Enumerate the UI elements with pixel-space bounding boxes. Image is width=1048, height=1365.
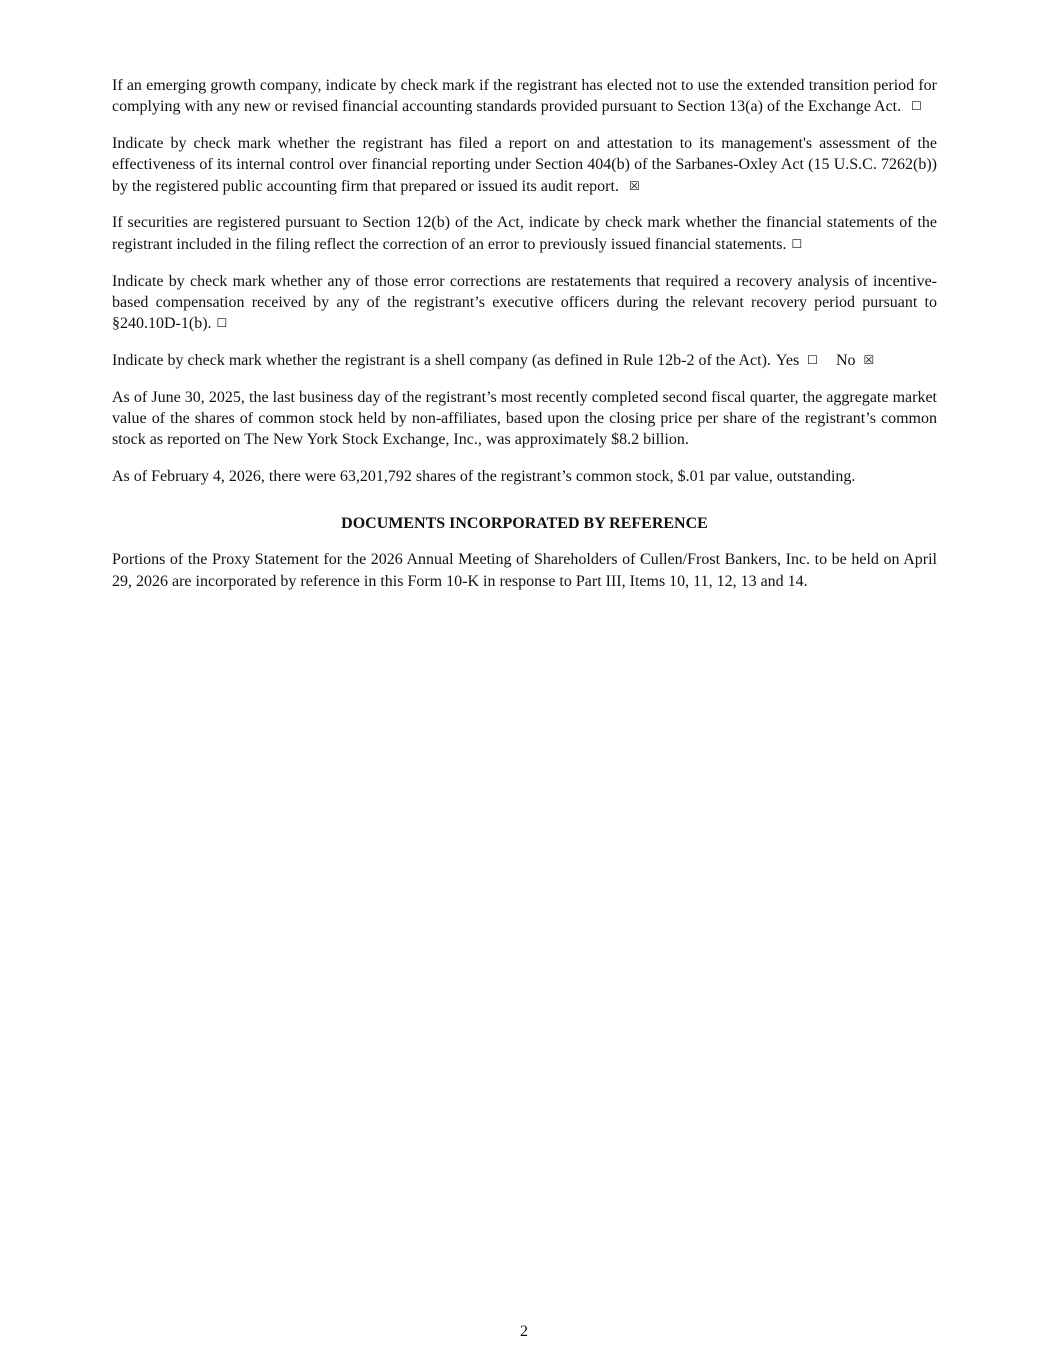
recovery-analysis-paragraph	[112, 271, 937, 335]
emerging-growth-text: If an emerging growth company, indicate by check mark if the registrant has elected not to use the extended transition period for complying with any new or revised financial accounting standards provided pursuant to Section 13(a) of the Exchange Act.	[112, 77, 937, 116]
error-correction-checkbox: ☐	[791, 236, 803, 251]
attestation-text: Indicate by check mark whether the registrant has filed a report on and attestation to its management's assessment of the effectiveness of its internal control over financial reporting under Section 404(b) of the Sarbanes-Oxley Act (15 U.S.C. 7262(b)) by the registered public accounting firm that prepared or issued its audit report.	[112, 135, 937, 195]
emerging-growth-checkbox: ☐	[911, 99, 922, 114]
incorporated-heading: DOCUMENTS INCORPORATED BY REFERENCE	[341, 515, 708, 533]
shell-company-text: Indicate by check mark whether the registrant is a shell company (as defined in Rule 12b-2 of the Act).	[112, 351, 771, 369]
emerging-growth-paragraph	[112, 75, 937, 118]
recovery-analysis-text: Indicate by check mark whether any of those error corrections are restatements that required a recovery analysis of incentive-based compensation received by any of the registrant’s executive officers during the relevant recovery period pursuant to §240.10D-1(b).	[112, 272, 937, 333]
shell-no-label: No	[835, 351, 856, 369]
shell-no-checkbox: ☒	[863, 352, 875, 367]
recovery-analysis-checkbox: ☐	[216, 316, 228, 331]
shell-yes-label: Yes	[775, 351, 800, 369]
shell-yes-checkbox: ☐	[807, 352, 818, 367]
page-number: 2	[520, 1323, 528, 1340]
shell-company-paragraph	[112, 350, 937, 371]
attestation-paragraph	[112, 133, 937, 197]
error-correction-text: If securities are registered pursuant to Section 12(b) of the Act, indicate by check mark whether the financial statements of the registrant included in the filing reflect the correction of an error to previously issued financial statements.	[112, 214, 937, 253]
shares-outstanding-paragraph: As of February 4, 2026, there were 63,201,792 shares of the registrant’s common stock, $.01 par value, outstanding.	[112, 468, 856, 486]
market-value-paragraph: As of June 30, 2025, the last business day of the registrant’s most recently completed second fiscal quarter, the aggregate market value of the shares of common stock held by non-affiliates, based upon the closing price per share of the registrant’s common stock as reported on The New York Stock Exchange, Inc., was approximately $8.2 billion.	[112, 388, 937, 449]
attestation-checkbox: ☒	[628, 178, 640, 193]
document-body	[112, 75, 937, 608]
incorporated-paragraph: Portions of the Proxy Statement for the 2026 Annual Meeting of Shareholders of Cullen/Frost Bankers, Inc. to be held on April 29, 2026 are incorporated by reference in this Form 10-K in response to Part III, Items 10, 11, 12, 13 and 14.	[112, 551, 937, 590]
error-correction-paragraph	[112, 212, 937, 255]
